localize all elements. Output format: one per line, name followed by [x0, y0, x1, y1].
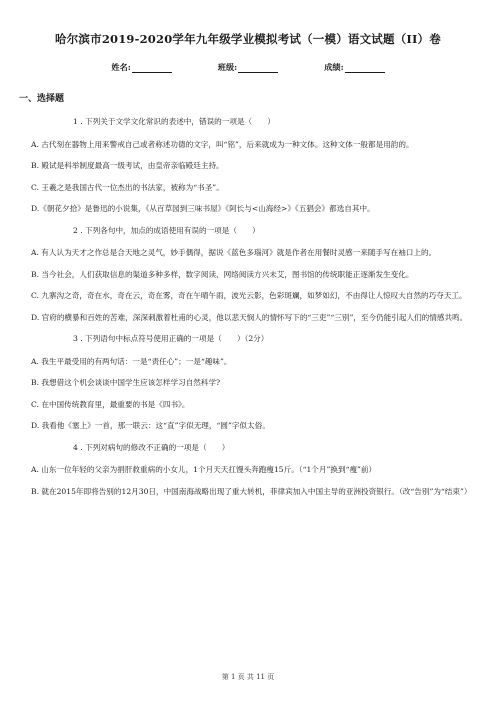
class-label: 班级: — [217, 62, 238, 72]
answer-option: B. 当今社会，人们获取信息的渠道多种多样，数字阅读、网络阅读方兴未艾，图书馆的传统职能正逐渐发生变化。 — [31, 269, 414, 279]
score-label: 成绩: — [324, 62, 344, 72]
name-field — [111, 62, 171, 73]
class-blank — [238, 63, 278, 73]
answer-option: B. 殿试是科举制度最高一级考试，由皇帝亲临殿廷主持。 — [31, 161, 224, 170]
question-stem: 1 . 下列关于文学文化常识的表述中，错误的一项是（ ） — [73, 117, 275, 126]
name-label: 姓名: — [111, 62, 131, 72]
answer-option: B. 就在2015年即将告别的12月30日，中国南海战略出现了重大转机，菲律宾加入中国主导的亚洲投资银行。（改“告别”为“结束”） — [31, 486, 472, 496]
score-blank — [345, 63, 385, 73]
answer-option: D. 官府的横暴和百姓的苦难，深深刺激着杜甫的心灵，他以悲天悯人的情怀写下的“三吏”“三别”，至今仍能引起人们的情感共鸣。 — [31, 312, 468, 322]
name-blank — [132, 63, 172, 73]
question-stem: 4 . 下列对病句的修改不正确的一项是（ ） — [73, 442, 230, 452]
score-field — [324, 62, 384, 73]
answer-option: C. 王羲之是我国古代一位杰出的书法家，被称为“书圣”。 — [31, 182, 224, 192]
document-title: 哈尔滨市2019-2020学年九年级学业模拟考试（一模）语文试题（II）卷 — [55, 32, 441, 46]
page-number: 第 1 页 共 11 页 — [221, 673, 275, 681]
answer-option: C. 在中国传统教育里，最重要的书是《四书》。 — [31, 399, 190, 409]
question-stem: 3 . 下列语句中标点符号使用正确的一项是（ ）（2分） — [73, 334, 269, 343]
answer-option: A. 古代刻在器物上用来警戒自己或者称述功德的文字，叫“铭”，后来就成为一种文体。这种文体一般都是用韵的。 — [31, 139, 414, 149]
question-stem: 2 . 下列各句中，加点的成语使用有误的一项是（ ） — [73, 225, 260, 235]
class-field — [218, 62, 278, 73]
answer-option: D. 我看他《塞上》一首，那一联云：这“直”字似无理，“圆”字似太俗。 — [31, 421, 270, 430]
answer-option: C. 九寨沟之奇，奇在水，奇在云，奇在雾，奇在午晴午雨，波光云影，色彩斑斓，如梦如幻，不由得让人惊叹大自然的巧夺天工。 — [31, 291, 467, 300]
answer-option: B. 我想借这个机会谈谈中国学生应该怎样学习自然科学? — [31, 378, 221, 387]
answer-option: A. 有人认为天才之作总是合天地之灵气，妙手偶得，据说《蓝色多瑙河》就是作者在用餐时灵感一来随手写在袖口上的。 — [31, 248, 437, 257]
answer-option: A. 我生平最受用的有两句话：一是“责任心”；一是“趣味”。 — [31, 356, 232, 366]
section-heading: 一、选择题 — [19, 94, 65, 104]
student-info-row — [0, 62, 496, 73]
question-list — [31, 115, 471, 506]
answer-option: A. 山东一位年轻的父亲为捐肝救重病的小女儿，1个月天天扛馒头奔跑瘦15斤。（“1个月”换到“瘦”前） — [31, 465, 377, 474]
answer-option: D.《朝花夕拾》是鲁迅的小说集，《从百草园到三味书屋》《阿长与<山海经>》《五猖会》都选自其中。 — [31, 204, 375, 213]
